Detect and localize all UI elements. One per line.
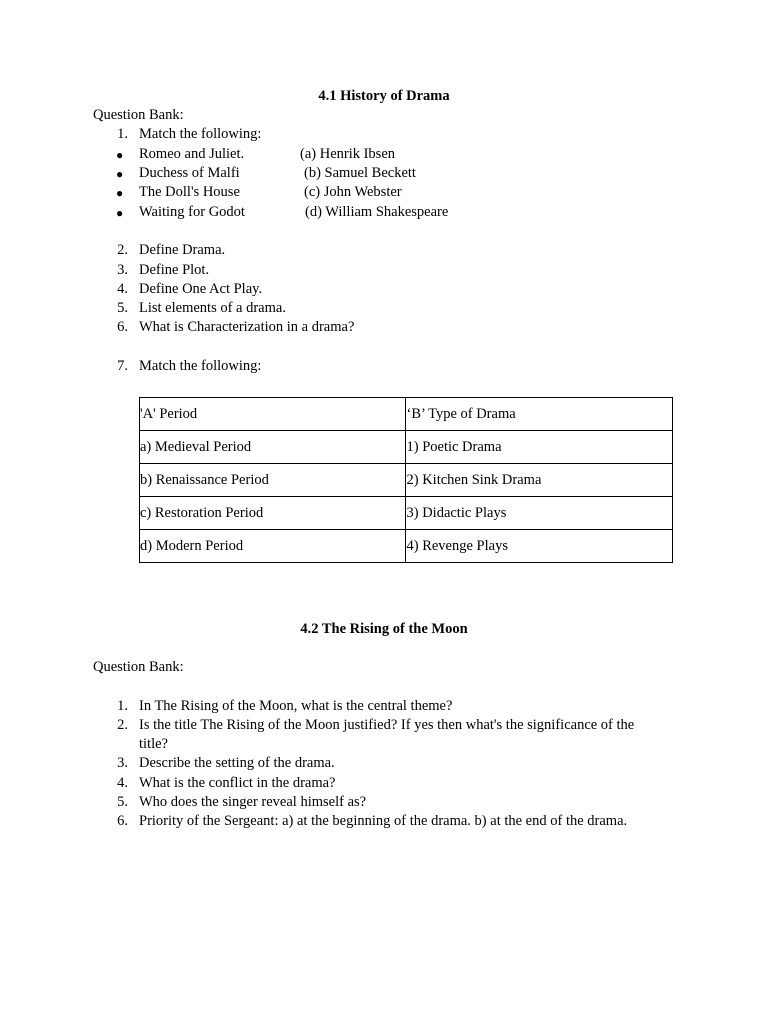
question-text-continuation: title? (139, 736, 168, 752)
match-right-item: (d) William Shakespeare (305, 204, 449, 220)
table-row (140, 530, 673, 563)
table-header-a: 'A' Period (140, 398, 406, 431)
question-text: What is the conflict in the drama? (139, 775, 336, 791)
section-title-history-of-drama: 4.1 History of Drama (318, 88, 450, 104)
table-cell-period: a) Medieval Period (140, 431, 406, 464)
question-number: 2. (117, 717, 128, 733)
match-left-item: Duchess of Malfi (139, 165, 240, 181)
table-row (140, 497, 673, 530)
match-left-item: Waiting for Godot (139, 204, 245, 220)
table-header-row (140, 398, 673, 431)
table-cell-period: d) Modern Period (140, 530, 406, 563)
question-text: Who does the singer reveal himself as? (139, 794, 367, 810)
match-left-item: The Doll's House (139, 184, 240, 200)
question-text: Describe the setting of the drama. (139, 755, 335, 771)
question-text: Define One Act Play. (139, 281, 263, 297)
match-right-item: (b) Samuel Beckett (304, 165, 416, 181)
match-right-item: (a) Henrik Ibsen (300, 146, 396, 162)
table-cell-drama-type: 1) Poetic Drama (406, 431, 673, 464)
table-header-b: ‘B’ Type of Drama (406, 398, 673, 431)
bullet-icon: ● (116, 206, 124, 220)
table-cell-period: b) Renaissance Period (140, 464, 406, 497)
table-cell-drama-type: 2) Kitchen Sink Drama (406, 464, 673, 497)
match-table (139, 397, 673, 563)
question-number: 3. (117, 262, 128, 278)
bullet-icon: ● (116, 148, 124, 162)
question-text: In The Rising of the Moon, what is the central theme? (139, 698, 453, 714)
bullet-icon: ● (116, 186, 124, 200)
question-bank-label: Question Bank: (93, 659, 184, 675)
match-left-item: Romeo and Juliet. (139, 146, 245, 162)
table-row (140, 431, 673, 464)
question-number: 1. (117, 698, 128, 714)
table-cell-drama-type: 3) Didactic Plays (406, 497, 673, 530)
question-number: 2. (117, 242, 128, 258)
question-number: 4. (117, 775, 128, 791)
question-text: List elements of a drama. (139, 300, 286, 316)
table-cell-drama-type: 4) Revenge Plays (406, 530, 673, 563)
question-text: Match the following: (139, 358, 262, 374)
question-text: Define Plot. (139, 262, 210, 278)
match-right-item: (c) John Webster (304, 184, 402, 200)
question-text: Priority of the Sergeant: a) at the beginning of the drama. b) at the end of the drama. (139, 813, 628, 829)
question-number: 6. (117, 319, 128, 335)
question-number: 3. (117, 755, 128, 771)
question-number: 1. (117, 126, 128, 142)
table-cell-period: c) Restoration Period (140, 497, 406, 530)
question-number: 4. (117, 281, 128, 297)
section-title-rising-of-the-moon: 4.2 The Rising of the Moon (300, 621, 468, 637)
table-row (140, 464, 673, 497)
question-number: 7. (117, 358, 128, 374)
question-text: Define Drama. (139, 242, 226, 258)
question-number: 6. (117, 813, 128, 829)
question-bank-label: Question Bank: (93, 107, 184, 123)
question-number: 5. (117, 300, 128, 316)
question-text: What is Characterization in a drama? (139, 319, 355, 335)
question-text: Is the title The Rising of the Moon justified? If yes then what's the significance of the (139, 717, 635, 733)
bullet-icon: ● (116, 167, 124, 181)
question-number: 5. (117, 794, 128, 810)
question-text: Match the following: (139, 126, 262, 142)
